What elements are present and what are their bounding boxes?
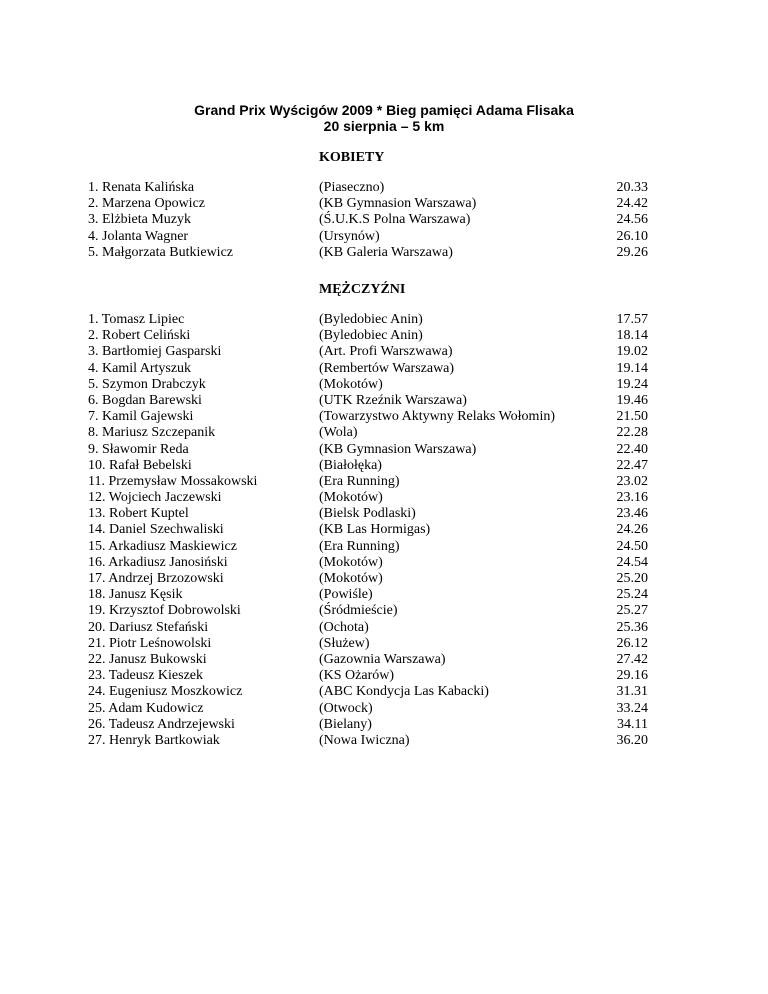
runner-club: (Byledobiec Anin) (319, 312, 423, 327)
runner-club: (Mokotów) (319, 554, 383, 570)
runner-club: (KB Gymnasion Warszawa) (319, 196, 477, 212)
finish-time: 26.12 (616, 635, 648, 651)
runner-name: 4. Kamil Artyszuk (88, 360, 192, 376)
runner-name: 3. Bartłomiej Gasparski (88, 344, 222, 360)
finish-time: 29.16 (616, 668, 648, 684)
finish-time: 34.11 (617, 716, 648, 732)
finish-time: 36.20 (616, 732, 648, 748)
finish-time: 24.42 (616, 196, 648, 212)
runner-name: 10. Rafał Bebelski (88, 457, 192, 473)
result-row (88, 603, 648, 619)
runner-name: 12. Wojciech Jaczewski (88, 490, 222, 506)
result-row (88, 684, 648, 700)
runner-name: 6. Bogdan Barewski (88, 392, 202, 408)
runner-club: (Ursynów) (319, 228, 380, 244)
runner-club: (Rembertów Warszawa) (319, 360, 455, 376)
result-row (88, 571, 648, 587)
result-row (88, 458, 648, 474)
finish-time: 24.26 (616, 522, 648, 538)
runner-club: (Bielany) (319, 716, 372, 732)
runner-name: 9. Sławomir Reda (88, 441, 189, 457)
runner-name: 3. Elżbieta Muzyk (88, 212, 192, 228)
result-row (88, 212, 648, 228)
runner-club: (Towarzystwo Aktywny Relaks Wołomin) (319, 409, 555, 425)
runner-club: (Mokotów) (319, 571, 383, 586)
runner-name: 16. Arkadiusz Janosiński (88, 554, 228, 570)
runner-club: (Mokotów) (319, 490, 383, 506)
runner-club: (ABC Kondycja Las Kabacki) (319, 684, 489, 700)
runner-club: (KB Galeria Warszawa) (319, 244, 453, 260)
finish-time: 26.10 (616, 228, 648, 244)
finish-time: 23.16 (616, 490, 648, 506)
result-row (88, 652, 648, 668)
result-row (88, 361, 648, 377)
result-row (88, 425, 648, 441)
men-heading: MĘŻCZYŹNI (319, 282, 406, 297)
result-row (88, 506, 648, 522)
document-title: Grand Prix Wyścigów 2009 * Bieg pamięci Adama Flisaka (194, 102, 574, 118)
runner-club: (Art. Profi Warszwawa) (319, 344, 453, 360)
runner-name: 21. Piotr Leśnowolski (88, 635, 212, 651)
runner-name: 5. Szymon Drabczyk (88, 376, 206, 392)
finish-time: 18.14 (616, 328, 648, 344)
runner-club: (Służew) (319, 635, 370, 651)
finish-time: 33.24 (616, 700, 648, 716)
finish-time: 25.36 (616, 619, 648, 635)
men-results-list (88, 312, 648, 749)
runner-name: 26. Tadeusz Andrzejewski (88, 716, 235, 732)
finish-time: 22.28 (616, 425, 648, 441)
runner-club: (Era Running) (319, 473, 400, 489)
runner-name: 1. Renata Kalińska (88, 180, 195, 195)
runner-club: (Białołęka) (319, 457, 382, 473)
result-row (88, 701, 648, 717)
runner-name: 25. Adam Kudowicz (88, 700, 204, 716)
result-row (88, 539, 648, 555)
runner-name: 5. Małgorzata Butkiewicz (88, 244, 234, 260)
runner-club: (Powiśle) (319, 587, 373, 603)
runner-club: (Śródmieście) (319, 603, 398, 619)
finish-time: 31.31 (616, 684, 648, 700)
runner-name: 24. Eugeniusz Moszkowicz (88, 684, 243, 700)
runner-club: (Wola) (319, 425, 358, 441)
finish-time: 19.14 (616, 360, 648, 376)
result-row (88, 522, 648, 538)
finish-time: 19.24 (616, 376, 648, 392)
runner-name: 14. Daniel Szechwaliski (88, 522, 224, 538)
runner-name: 22. Janusz Bukowski (88, 651, 207, 667)
runner-name: 20. Dariusz Stefański (88, 619, 209, 635)
runner-club: (Ś.U.K.S Polna Warszawa) (319, 212, 471, 228)
result-row (88, 620, 648, 636)
document-subtitle: 20 sierpnia – 5 km (323, 118, 445, 134)
document-header (0, 102, 768, 134)
result-row (88, 344, 648, 360)
runner-name: 7. Kamil Gajewski (88, 409, 194, 425)
finish-time: 24.50 (616, 538, 648, 554)
runner-name: 11. Przemysław Mossakowski (88, 473, 258, 489)
runner-name: 2. Robert Celiński (88, 328, 191, 344)
runner-name: 18. Janusz Kęsik (88, 587, 183, 603)
finish-time: 17.57 (616, 312, 648, 327)
result-row (88, 442, 648, 458)
finish-time: 23.02 (616, 473, 648, 489)
result-row (88, 180, 648, 196)
result-row (88, 555, 648, 571)
result-row (88, 409, 648, 425)
runner-club: (KS Ożarów) (319, 668, 395, 684)
runner-name: 4. Jolanta Wagner (88, 228, 189, 244)
runner-name: 13. Robert Kuptel (88, 506, 189, 522)
result-row (88, 312, 648, 328)
result-row (88, 717, 648, 733)
result-row (88, 587, 648, 603)
result-row (88, 196, 648, 212)
runner-club: (UTK Rzeźnik Warszawa) (319, 392, 467, 408)
runner-name: 23. Tadeusz Kieszek (88, 668, 204, 684)
finish-time: 21.50 (616, 409, 648, 425)
runner-club: (Otwock) (319, 700, 373, 716)
runner-name: 8. Mariusz Szczepanik (88, 425, 216, 441)
finish-time: 24.56 (616, 212, 648, 228)
finish-time: 24.54 (616, 554, 648, 570)
finish-time: 20.33 (616, 180, 648, 195)
finish-time: 25.20 (616, 571, 648, 586)
runner-club: (KB Las Hormigas) (319, 522, 431, 538)
finish-time: 25.24 (616, 587, 648, 603)
runner-name: 27. Henryk Bartkowiak (88, 732, 220, 748)
runner-club: (Byledobiec Anin) (319, 328, 423, 344)
runner-club: (Era Running) (319, 538, 400, 554)
runner-club: (Nowa Iwiczna) (319, 732, 410, 748)
result-row (88, 393, 648, 409)
runner-name: 19. Krzysztof Dobrowolski (88, 603, 241, 619)
result-row (88, 229, 648, 245)
result-row (88, 245, 648, 261)
finish-time: 19.46 (616, 392, 648, 408)
finish-time: 22.47 (616, 457, 648, 473)
finish-time: 27.42 (616, 651, 648, 667)
runner-name: 17. Andrzej Brzozowski (88, 571, 224, 586)
finish-time: 23.46 (616, 506, 648, 522)
runner-club: (Gazownia Warszawa) (319, 651, 446, 667)
runner-club: (Ochota) (319, 619, 369, 635)
finish-time: 25.27 (616, 603, 648, 619)
result-row (88, 377, 648, 393)
result-row (88, 733, 648, 749)
finish-time: 29.26 (616, 244, 648, 260)
result-row (88, 474, 648, 490)
runner-club: (KB Gymnasion Warszawa) (319, 441, 477, 457)
runner-name: 1. Tomasz Lipiec (88, 312, 185, 327)
result-row (88, 668, 648, 684)
result-row (88, 328, 648, 344)
runner-club: (Piaseczno) (319, 180, 385, 195)
runner-name: 2. Marzena Opowicz (88, 196, 206, 212)
women-heading: KOBIETY (319, 150, 385, 165)
result-row (88, 636, 648, 652)
women-results-list (88, 180, 648, 261)
runner-club: (Bielsk Podlaski) (319, 506, 416, 522)
runner-name: 15. Arkadiusz Maskiewicz (88, 538, 237, 554)
result-row (88, 490, 648, 506)
finish-time: 22.40 (616, 441, 648, 457)
runner-club: (Mokotów) (319, 376, 383, 392)
finish-time: 19.02 (616, 344, 648, 360)
